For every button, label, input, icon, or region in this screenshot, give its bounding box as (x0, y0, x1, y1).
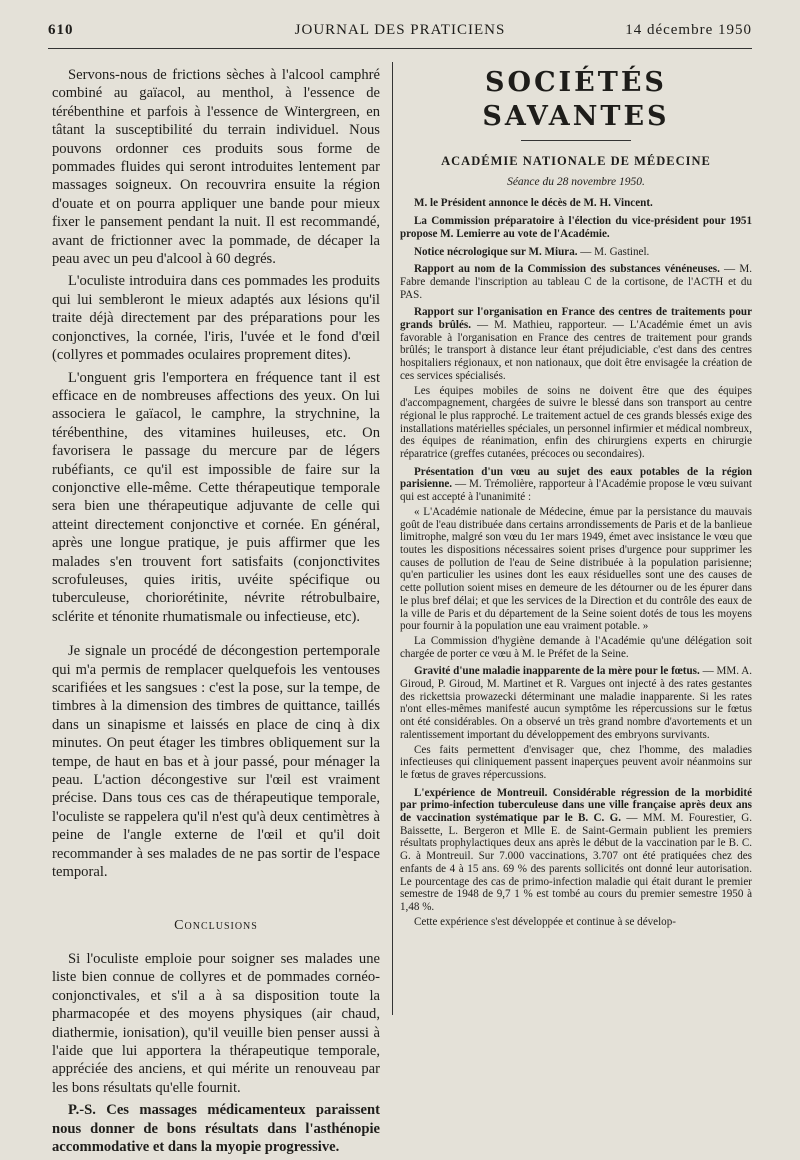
issue-date: 14 décembre 1950 (625, 22, 752, 38)
item-heading: Notice nécrologique sur M. Miura. (414, 245, 578, 258)
journal-title: JOURNAL DES PRATICIENS (294, 22, 506, 38)
item-text: — M. Fabre demande l'inscription au tableau C de la cortisone, de l'ACTH et du PAS. (400, 263, 753, 301)
report-item (400, 306, 752, 382)
item-heading: M. le Président annonce le décès de M. H. Vincent. (414, 197, 653, 210)
paragraph: L'oculiste introduira dans ces pommades les produits qui lui sembleront le mieux adaptés aux lésions qu'il traite déjà directement par des préparations pour les conjonctives, la cornée, l'iris, l'uvée et le fond d'œil (collyres et pommades oculaires proprement dites). (52, 273, 380, 364)
right-column (400, 66, 752, 930)
item-text: — M. Gastinel. (577, 245, 650, 258)
item-heading: Présentation d'un vœu au sujet des eaux potables de la région parisienne. (400, 465, 752, 491)
header-rule (48, 48, 752, 49)
report-item (400, 665, 752, 741)
report-item (400, 246, 752, 259)
item-heading: Rapport au nom de la Commission des substances vénéneuses. (414, 263, 720, 276)
item-heading: La Commission préparatoire à l'élection du vice-président pour 1951 propose M. Lemierre au vote de l'Académie. (400, 215, 752, 240)
page-number: 610 (48, 22, 74, 38)
paragraph: Ces faits permettent d'envisager que, chez l'homme, des maladies infectieuses qui cliniquement passent inaperçues peuvent avoir néanmoins sur le fœtus de graves répercussions. (400, 743, 752, 781)
report-item (400, 466, 752, 504)
postscript: P.-S. Ces massages médicamenteux paraissent nous donner de bons résultats dans l'asthénopie accommodative et dans la myopie progressive. (52, 1102, 380, 1155)
report-item (400, 215, 752, 240)
paragraph: Si l'oculiste emploie pour soigner ses malades une liste bien connue de collyres et de pommades cornéo-conjonctivales, et s'il a à sa disposition toute la pharmacopée et des moyens physiques (air chaud, diathermie, ionisation), qu'il veuille bien penser aussi à l'aide que lui apportera la thérapeutique temporale, appréciée des anciens, et qui mérite un renouveau par les bons résultats qu'elle fournit. (52, 950, 380, 1096)
column-divider (392, 62, 393, 1015)
paragraph: Cette expérience s'est développée et continue à se dévelop- (414, 915, 676, 928)
item-text: — M. Mathieu, rapporteur. — L'Académie émet un avis favorable à l'organisation en France des centres de traitement pour grands brûlés; le transport à distance leur étant préjudiciable, c'est dans des centres hospitaliers régionaux, et non nationaux, que doit être envisagée la création de ces services spécialisés. (400, 319, 752, 382)
item-text: — MM. A. Giroud, P. Giroud, M. Martinet et R. Vargues ont injecté à des rates gestantes des rickettsia prowazecki déterminant une maladie inapparente. Si les rates n'ont elles-mêmes manifesté aucun symptôme les répercussions sur le fœtus ont été considérables. On a observé un très grand nombre d'avortements et un ralentissement important du développement des embryons survivants. (400, 665, 752, 741)
item-heading: L'expérience de Montreuil. Considérable régression de la morbidité par primo-infection tuberculeuse dans une ville française après deux ans de vaccination systématique par le B. C. G. (400, 786, 752, 825)
academy-heading: ACADÉMIE NATIONALE DE MÉDECINE (441, 154, 711, 168)
report-item (400, 787, 752, 914)
title-rule (521, 140, 631, 141)
paragraph: La Commission d'hygiène demande à l'Académie qu'une délégation soit chargée de porter ce vœu à M. le Préfet de la Seine. (400, 634, 752, 660)
item-heading: Rapport sur l'organisation en France des centres de traitements pour grands brûlés. (400, 306, 752, 332)
paragraph: L'onguent gris l'emportera en fréquence tant il est efficace en de nombreuses affections des yeux. On lui associera le gaïacol, le camphre, la strychnine, la térébenthine, des vitamines huileuses, etc. On favorisera le passage du mercure par de légers rubéfiants, ce qu'il est impossible de faire sur la conjonctive elle-même. Cette thérapeutique temporale sera bien une thérapeutique adjuvante de celle qui atteint directement conjonctive et cornée. En général, après une longue pratique, je puis affirmer que les malades s'en trouvent fort satisfaits (conjonctivites scrofuleuses, quies iritis, uvéite spécifique ou tuberculeuse, choriorétinite, névrite rétrobulbaire, sclérite et ténonite rhumatismale ou infectieuse, etc). (52, 369, 380, 625)
paragraph: Les équipes mobiles de soins ne doivent être que des équipes d'accompagnement, chargées de suivre le blessé dans son transport au centre régional le plus rapproché. Le traitement actuel de ces grands blessés exige des installations matérielles spéciales, un personnel infirmier et médical nombreux, des équipes de réanimation, enfin des chirurgiens experts en chirurgie réparatrice (greffes cutanées, précoces ou secondaires). (400, 384, 752, 461)
paragraph: « L'Académie nationale de Médecine, émue par la persistance du mauvais goût de l'eau distribuée dans certains arrondissements de Paris et de la banlieue limitrophe, malgré son vœu du 1er mars 1949, émet avec insistance le vœu que toutes les dispositions nécessaires soient prises d'urgence pour supprimer les causes de pollution de l'eau de Seine distribuée à la population parisienne; qu'en particulier les usines dont les eaux résiduelles sont une des causes de cette pollution soient mises en demeure de les détourner ou de les épurer dans le plus bref délai; et que les services de la Direction et du contrôle des eaux de la ville de Paris et du département de la Seine soient dotés de tous les moyens pour fournir à la population une eau vraiment potable. » (400, 505, 752, 633)
paragraph: Servons-nous de frictions sèches à l'alcool camphré combiné au gaïacol, au menthol, à l'essence de térébenthine et parfois à l'essence de Wintergreen, en tâtant la susceptibilité du terrain individuel. Nous pouvons ordonner ces produits sous forme de pommades fluides qui seront introduites lentement par massages soigneux. On recouvrira ensuite la région d'ouate et on pourra appliquer une bande pour mieux fixer le pansement pendant la nuit. Il est recommandé, avant de frictionner avec la pommade, de décaper la peau avec un peu d'alcool à 60 degrés. (52, 67, 380, 268)
report-item (400, 263, 752, 301)
session-date: Séance du 28 novembre 1950. (507, 175, 645, 188)
conclusions-heading: Conclusions (174, 918, 258, 934)
report-item (400, 197, 752, 210)
left-column (52, 66, 380, 1160)
item-text: — MM. M. Fourestier, G. Baissette, L. Bergeron et Mlle E. de Saint-Germain publient les premiers résultats prophylactiques deux ans après le début de la vaccination par le B. C. G. à Montreuil. Sur 7.000 vaccinations, 3.707 ont été pratiquées chez des enfants de 4 à 15 ans. 69 % des parents sollicités ont donné leur autorisation. Le pourcentage des cas de primo-infection maladie qui était durant le premier semestre de 1948 de 9,7 1 % est tombé au cours du premier semestre 1950 à 1,48 %. (400, 812, 752, 913)
paragraph: Je signale un procédé de décongestion pertemporale qui m'a permis de remplacer quelquefois les ventouses scarifiées et les sangsues : c'est la pose, sur la tempe, de timbres à la dimension des timbres de quittance, taillés dans un sinapisme et laissés en place de cinq à dix minutes. On peut étager les timbres obliquement sur la tempe, de haut en bas et à jour passé, pour ménager la peau. L'action décongestive sur l'œil est vraiment précise. Dans tous ces cas de thérapeutique temporale, l'oculiste se rappelera qu'il n'est qu'à deux centimètres à peine de l'angle externe de l'œil et qu'il doit recommander à ses malades de ne pas sortir de l'espace temporal. (52, 643, 380, 881)
page-header (48, 22, 752, 46)
item-heading: Gravité d'une maladie inapparente de la mère pour le fœtus. (414, 665, 700, 678)
section-title: SOCIÉTÉS SAVANTES (482, 67, 670, 132)
item-text: — M. Trémolière, rapporteur à l'Académie propose le vœu suivant qui est accepté à l'unanimité : (400, 478, 752, 504)
